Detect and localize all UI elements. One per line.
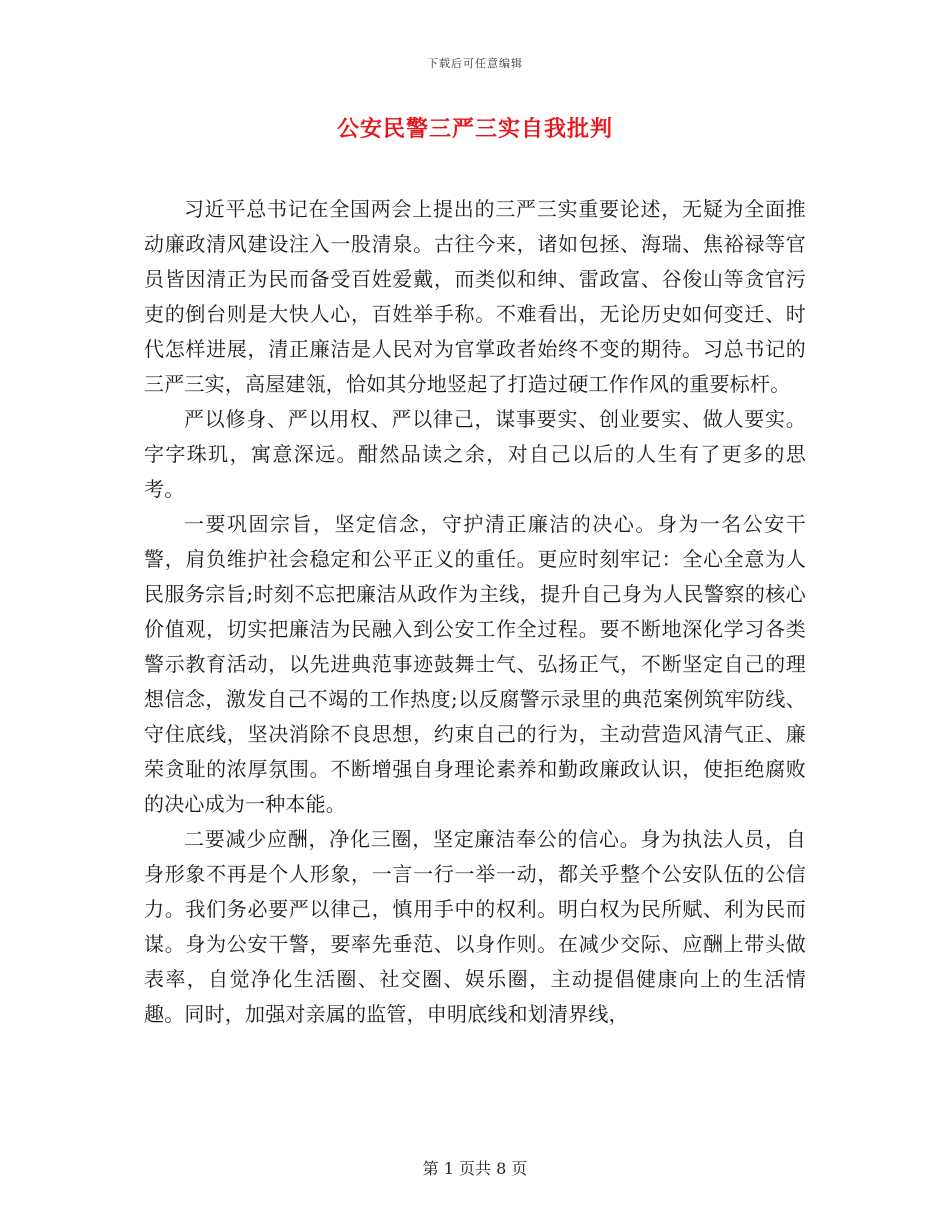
header-note: 下载后可任意编辑 <box>427 57 523 70</box>
document-body <box>144 192 806 1032</box>
page-number: 第 1 页共 8 页 <box>422 1159 528 1178</box>
paragraph-2: 严以修身、严以用权、严以律己，谋事要实、创业要实、做人要实。字字珠玑，寓意深远。酣然品读之余，对自己以后的人生有了更多的思考。 <box>144 407 806 501</box>
paragraph-3: 一要巩固宗旨，坚定信念，守护清正廉洁的决心。身为一名公安干警，肩负维护社会稳定和公平正义的重任。更应时刻牢记：全心全意为人民服务宗旨;时刻不忘把廉洁从政作为主线，提升自己身为人民警察的核心价值观，切实把廉洁为民融入到公安工作全过程。要不断地深化学习各类警示教育活动，以先进典范事迹鼓舞士气、弘扬正气，不断坚定自己的理想信念，激发自己不竭的工作热度;以反腐警示录里的典范案例筑牢防线、守住底线，坚决消除不良思想，约束自己的行为，主动营造风清气正、廉荣贪耻的浓厚氛围。不断增强自身理论素养和勤政廉政认识，使拒绝腐败的决心成为一种本能。 <box>144 512 806 816</box>
paragraph-4: 二要减少应酬，净化三圈，坚定廉洁奉公的信心。身为执法人员，自身形象不再是个人形象，一言一行一举一动，都关乎整个公安队伍的公信力。我们务必要严以律己，慎用手中的权利。明白权为民所赋、利为民而谋。身为公安干警，要率先垂范、以身作则。在减少交际、应酬上带头做表率，自觉净化生活圈、社交圈、娱乐圈，主动提倡健康向上的生活情趣。同时，加强对亲属的监管，申明底线和划清界线， <box>144 827 806 1026</box>
document-title: 公安民警三严三实自我批判 <box>336 116 613 142</box>
paragraph-1: 习近平总书记在全国两会上提出的三严三实重要论述，无疑为全面推动廉政清风建设注入一股清泉。古往今来，诸如包拯、海瑞、焦裕禄等官员皆因清正为民而备受百姓爱戴，而类似和绅、雷政富、谷俊山等贪官污吏的倒台则是大快人心，百姓举手称。不难看出，无论历史如何变迁、时代怎样进展，清正廉洁是人民对为官掌政者始终不变的期待。习总书记的三严三实，高屋建瓴，恰如其分地竖起了打造过硬工作作风的重要标杆。 <box>144 197 806 396</box>
